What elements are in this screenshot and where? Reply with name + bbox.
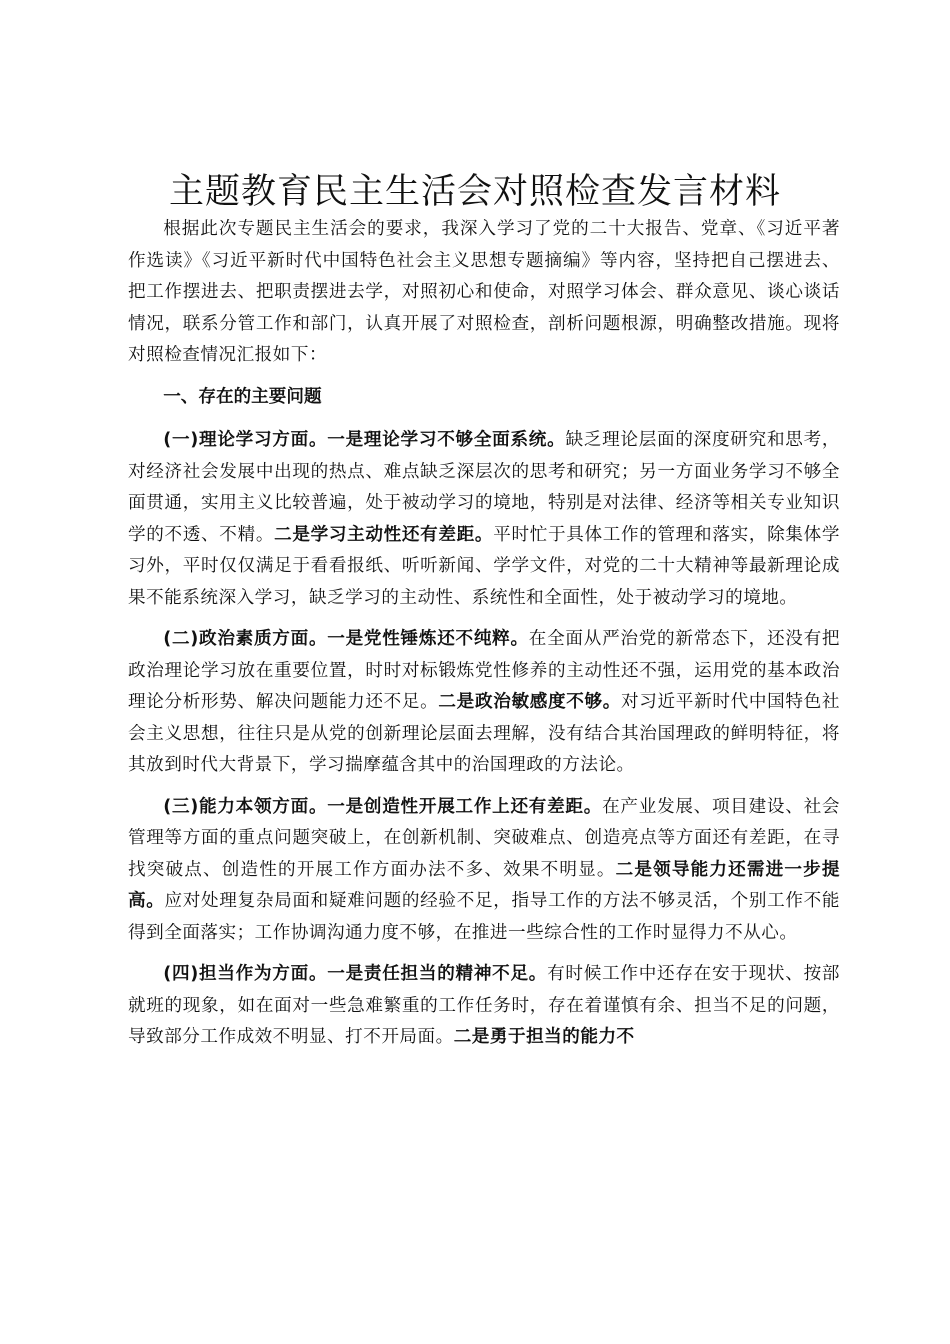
point-two-heading: 二是政治敏感度不够。 [438,692,622,712]
item-ability [128,792,840,950]
point-two-heading: 二是勇于担当的能力不 [453,1027,635,1047]
item-heading: (四)担当作为方面。 [163,964,328,984]
point-one-heading: 一是理论学习不够全面系统。 [327,430,566,450]
point-one-heading: 一是责任担当的精神不足。 [327,964,548,984]
point-two-text: 对习近平新时代中国特色社会主义思想，往往只是从党的创新理论层面去理解，没有结合其治国理政的鲜明特征，将其放到时代大背景下，学习揣摩蕴含其中的治国理政的方法论。 [128,692,840,775]
point-one-text: 有时候工作中还存在安于现状、按部就班的现象，如在面对一些急难繁重的工作任务时，存在着谨慎有余、担当不足的问题，导致部分工作成效不明显、打不开局面。 [128,964,840,1047]
item-heading: (二)政治素质方面。 [163,629,328,649]
document-body [128,214,840,1054]
point-two-heading: 二是学习主动性还有差距。 [274,524,494,545]
item-heading: (一)理论学习方面。 [163,430,328,450]
point-one-heading: 一是党性锤炼还不纯粹。 [327,629,529,649]
item-responsibility [128,959,840,1054]
point-one-text: 缺乏理论层面的深度研究和思考，对经济社会发展中出现的热点、难点缺乏深层次的思考和研究；另一方面业务学习不够全面贯通，实用主义比较普遍，处于被动学习的境地，特别是对法律、经济等相关专业知识学的不透、不精。 [128,430,840,545]
document-title: 主题教育民主生活会对照检查发言材料 [168,172,781,212]
item-political-quality [128,624,840,782]
point-one-text: 在产业发展、项目建设、社会管理等方面的重点问题突破上，在创新机制、突破难点、创造亮点等方面还有差距，在寻找突破点、创造性的开展工作方面办法不多、效果不明显。 [128,796,840,880]
point-one-heading: 一是创造性开展工作上还有差距。 [327,796,603,817]
item-heading: (三)能力本领方面。 [163,796,328,817]
point-one-text: 在全面从严治党的新常态下，还没有把政治理论学习放在重要位置，时时对标锻炼党性修养的主动性还不强，运用党的基本政治理论分析形势、解决问题能力还不足。 [128,629,840,712]
point-two-text: 应对处理复杂局面和疑难问题的经验不足，指导工作的方法不够灵活，个别工作不能得到全面落实；工作协调沟通力度不够，在推进一些综合性的工作时显得力不从心。 [128,891,840,943]
intro-paragraph: 根据此次专题民主生活会的要求，我深入学习了党的二十大报告、党章、《习近平著作选读》《习近平新时代中国特色社会主义思想专题摘编》等内容，坚持把自己摆进去、把工作摆进去、把职责摆进去学，对照初心和使命，对照学习体会、群众意见、谈心谈话情况，联系分管工作和部门，认真开展了对照检查，剖析问题根源，明确整改措施。现将对照检查情况汇报如下： [128,219,840,365]
point-two-heading: 二是领导能力还需进一步提高。 [128,859,840,911]
point-two-text: 平时忙于具体工作的管理和落实，除集体学习外，平时仅仅满足于看看报纸、听听新闻、学学文件，对党的二十大精神等最新理论成果不能系统深入学习，缺乏学习的主动性、系统性和全面性，处于被动学习的境地。 [128,524,840,608]
item-theory-study [128,425,840,614]
section-heading-main-problems: 一、存在的主要问题 [163,386,322,407]
